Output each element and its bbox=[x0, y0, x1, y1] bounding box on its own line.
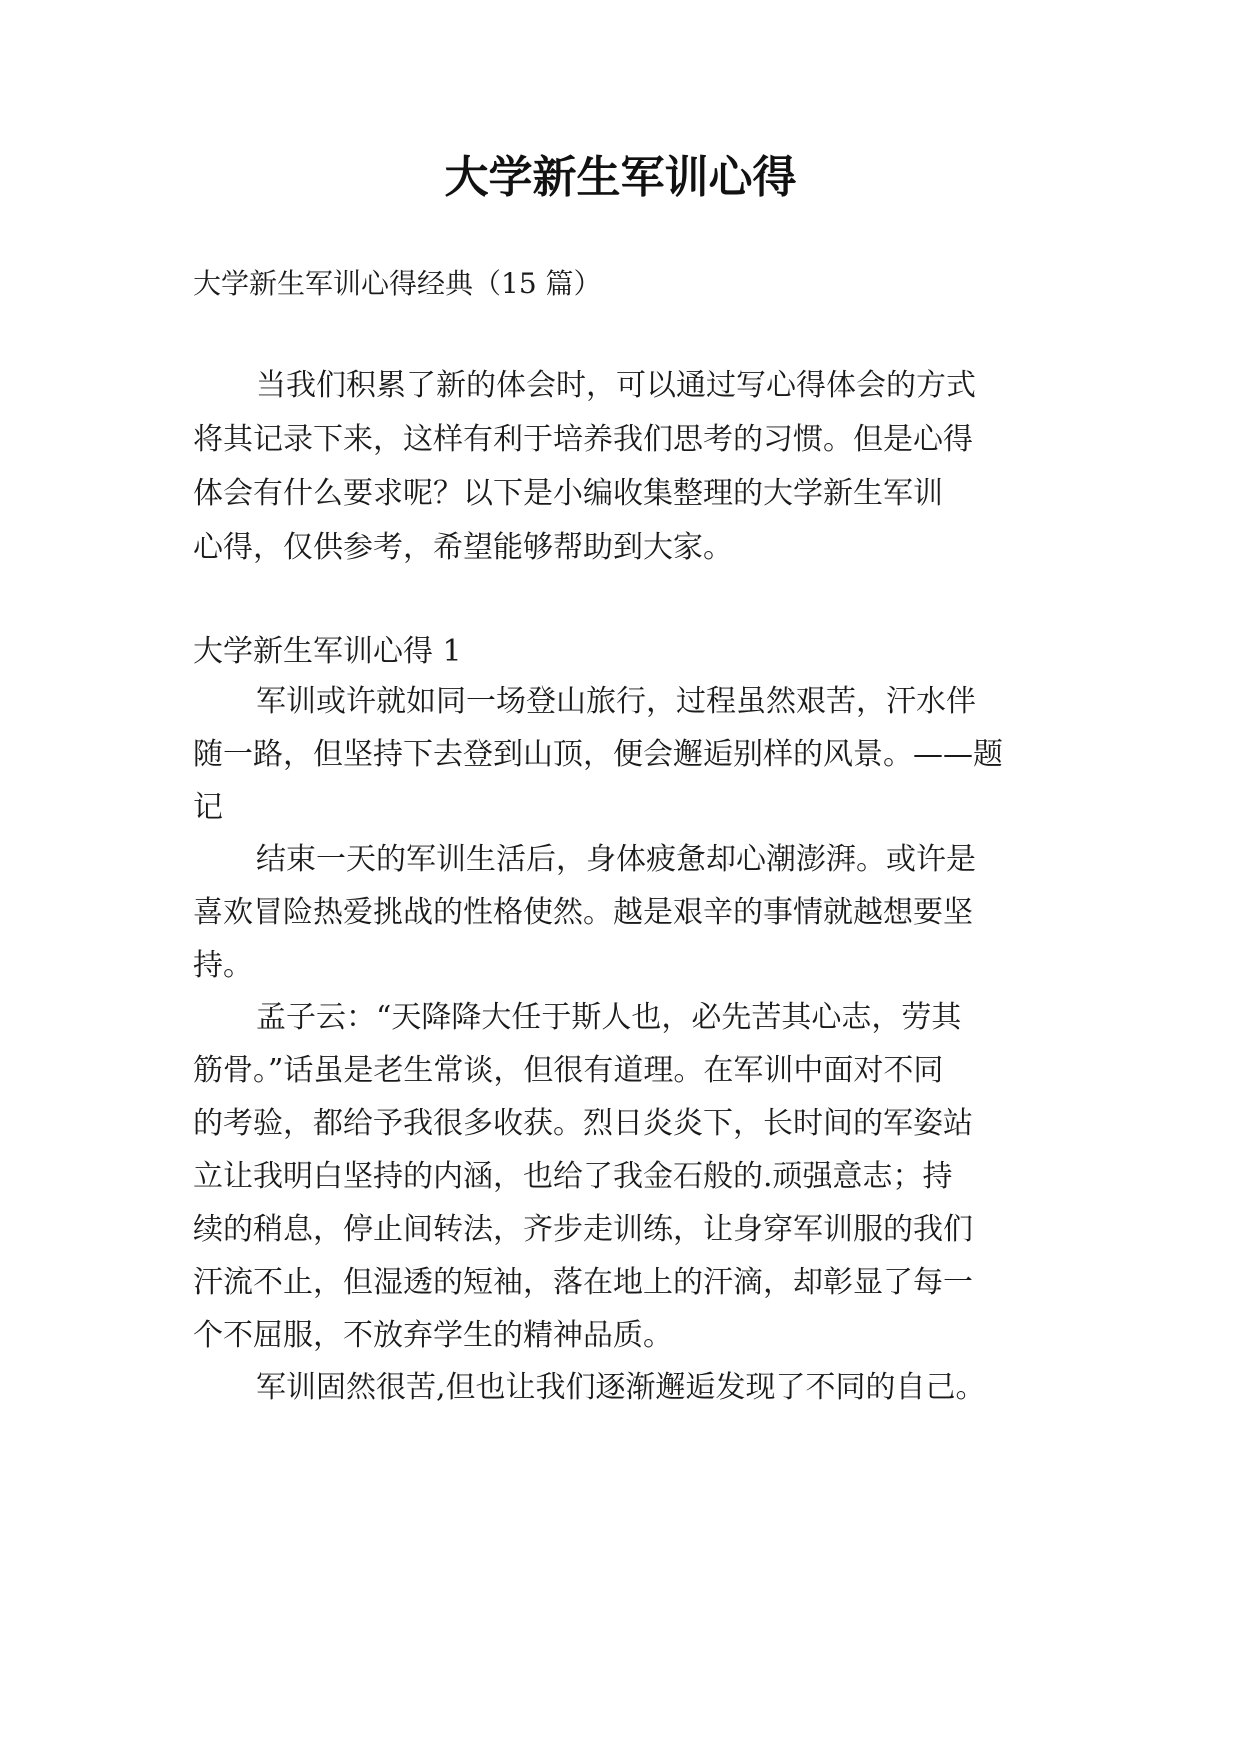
paragraph-line: 军训固然很苦,但也让我们逐渐邂逅发现了不同的自己。 bbox=[256, 1370, 986, 1405]
paragraph-line: 续的稍息，停止间转法，齐步走训练，让身穿军训服的我们 bbox=[193, 1212, 973, 1247]
paragraph-line: 孟子云：“天降降大任于斯人也，必先苦其心志，劳其 bbox=[256, 1000, 962, 1035]
paragraph-line: 立让我明白坚持的内涵，也给了我金石般的.顽强意志；持 bbox=[193, 1159, 953, 1194]
paragraph-line: 喜欢冒险热爱挑战的性格使然。越是艰辛的事情就越想要坚 bbox=[193, 895, 973, 930]
paragraph-line: 记 bbox=[193, 790, 223, 825]
paragraph-line: 筋骨。”话虽是老生常谈，但很有道理。在军训中面对不同 bbox=[193, 1053, 944, 1088]
intro-line: 体会有什么要求呢？以下是小编收集整理的大学新生军训 bbox=[193, 476, 943, 511]
intro-line: 当我们积累了新的体会时，可以通过写心得体会的方式 bbox=[256, 368, 976, 403]
document-title: 大学新生军训心得 bbox=[444, 152, 797, 203]
paragraph-line: 结束一天的军训生活后，身体疲惫却心潮澎湃。或许是 bbox=[256, 842, 976, 877]
paragraph-line: 军训或许就如同一场登山旅行，过程虽然艰苦，汗水伴 bbox=[256, 684, 976, 719]
section-heading: 大学新生军训心得 1 bbox=[193, 634, 462, 669]
paragraph-line: 随一路，但坚持下去登到山顶，便会邂逅别样的风景。——题 bbox=[193, 737, 1003, 772]
paragraph-line: 个不屈服，不放弃学生的精神品质。 bbox=[193, 1318, 673, 1353]
intro-line: 将其记录下来，这样有利于培养我们思考的习惯。但是心得 bbox=[193, 422, 973, 457]
paragraph-line: 汗流不止，但湿透的短袖，落在地上的汗滴，却彰显了每一 bbox=[193, 1265, 973, 1300]
paragraph-line: 持。 bbox=[193, 948, 253, 983]
intro-line: 心得，仅供参考，希望能够帮助到大家。 bbox=[193, 530, 733, 565]
paragraph-line: 的考验，都给予我很多收获。烈日炎炎下，长时间的军姿站 bbox=[193, 1106, 973, 1141]
document-subtitle: 大学新生军训心得经典（15 篇） bbox=[193, 267, 602, 300]
